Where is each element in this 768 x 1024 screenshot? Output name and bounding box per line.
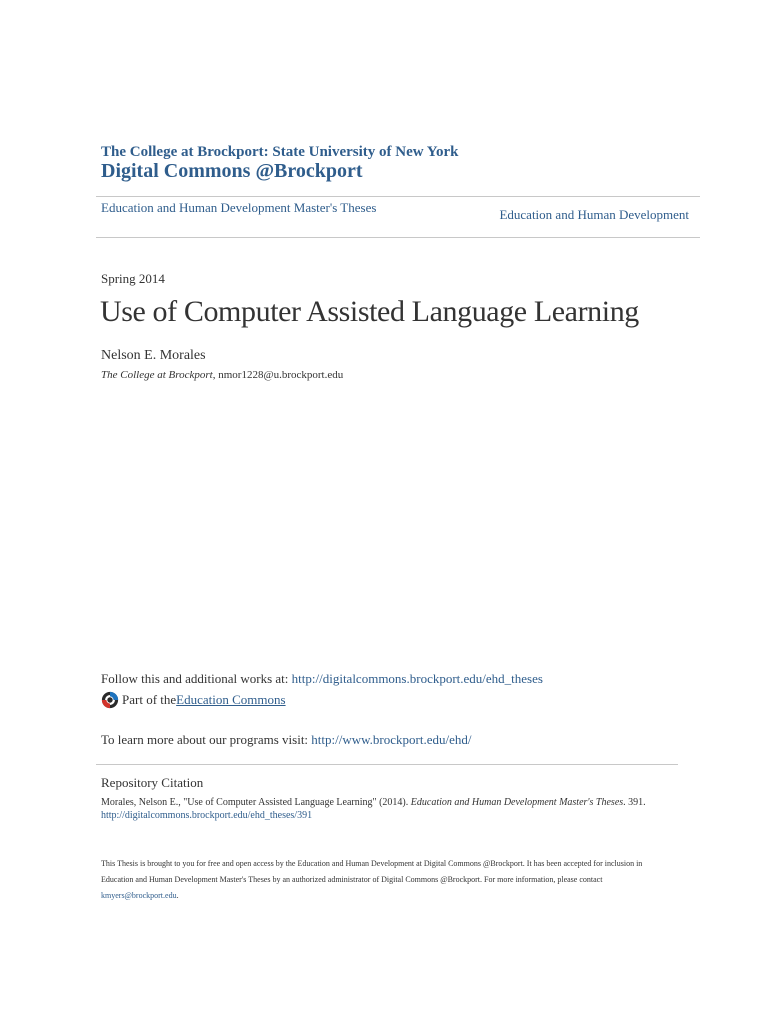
author-affiliation	[101, 369, 343, 381]
citation-text	[101, 796, 646, 809]
divider-top	[96, 196, 700, 197]
divider-citation	[96, 764, 678, 765]
institution-name[interactable]: The College at Brockport: State University of New York	[101, 144, 459, 160]
author-name: Nelson E. Morales	[101, 348, 206, 363]
learn-label: To learn more about our programs visit:	[101, 732, 312, 747]
citation-prefix: Morales, Nelson E., "Use of Computer Assisted Language Learning" (2014).	[101, 797, 411, 808]
commons-network-icon	[101, 691, 119, 709]
affiliation-name: The College at Brockport	[101, 369, 213, 381]
author-email: , nmor1228@u.brockport.edu	[212, 369, 344, 381]
notice-text: This Thesis is brought to you for free and open access by the Education and Human Development at Digital Commons @Brockport. It has been accepted for inclusion in Education and Human Development Master's Theses by an authorized administrator of Digital Commons @Brockport. For more information, please contact	[101, 859, 643, 884]
follow-url-link[interactable]: http://digitalcommons.brockport.edu/ehd_theses	[291, 671, 543, 686]
notice-end: .	[176, 891, 179, 900]
contact-email-link[interactable]: kmyers@brockport.edu	[101, 891, 177, 900]
citation-journal: Education and Human Development Master's Theses	[410, 797, 624, 808]
follow-label: Follow this and additional works at:	[101, 671, 292, 686]
follow-line	[101, 671, 543, 687]
citation-suffix: . 391.	[623, 797, 646, 808]
publication-date: Spring 2014	[101, 271, 165, 286]
programs-url-link[interactable]: http://www.brockport.edu/ehd/	[311, 732, 472, 747]
series-link[interactable]: Education and Human Development Master's Theses	[101, 200, 377, 215]
paper-title: Use of Computer Assisted Language Learning	[100, 295, 639, 328]
learn-more-line	[101, 732, 471, 748]
repository-name[interactable]: Digital Commons @Brockport	[101, 160, 363, 182]
department-link[interactable]: Education and Human Development	[499, 207, 689, 222]
divider-bottom	[96, 237, 700, 238]
part-of-label: Part of the	[122, 692, 177, 707]
citation-heading: Repository Citation	[101, 775, 204, 790]
citation-url-link[interactable]: http://digitalcommons.brockport.edu/ehd_theses/391	[101, 810, 313, 821]
part-of-line	[101, 691, 286, 709]
access-notice	[101, 856, 661, 904]
education-commons-link[interactable]: Education Commons	[176, 692, 286, 707]
